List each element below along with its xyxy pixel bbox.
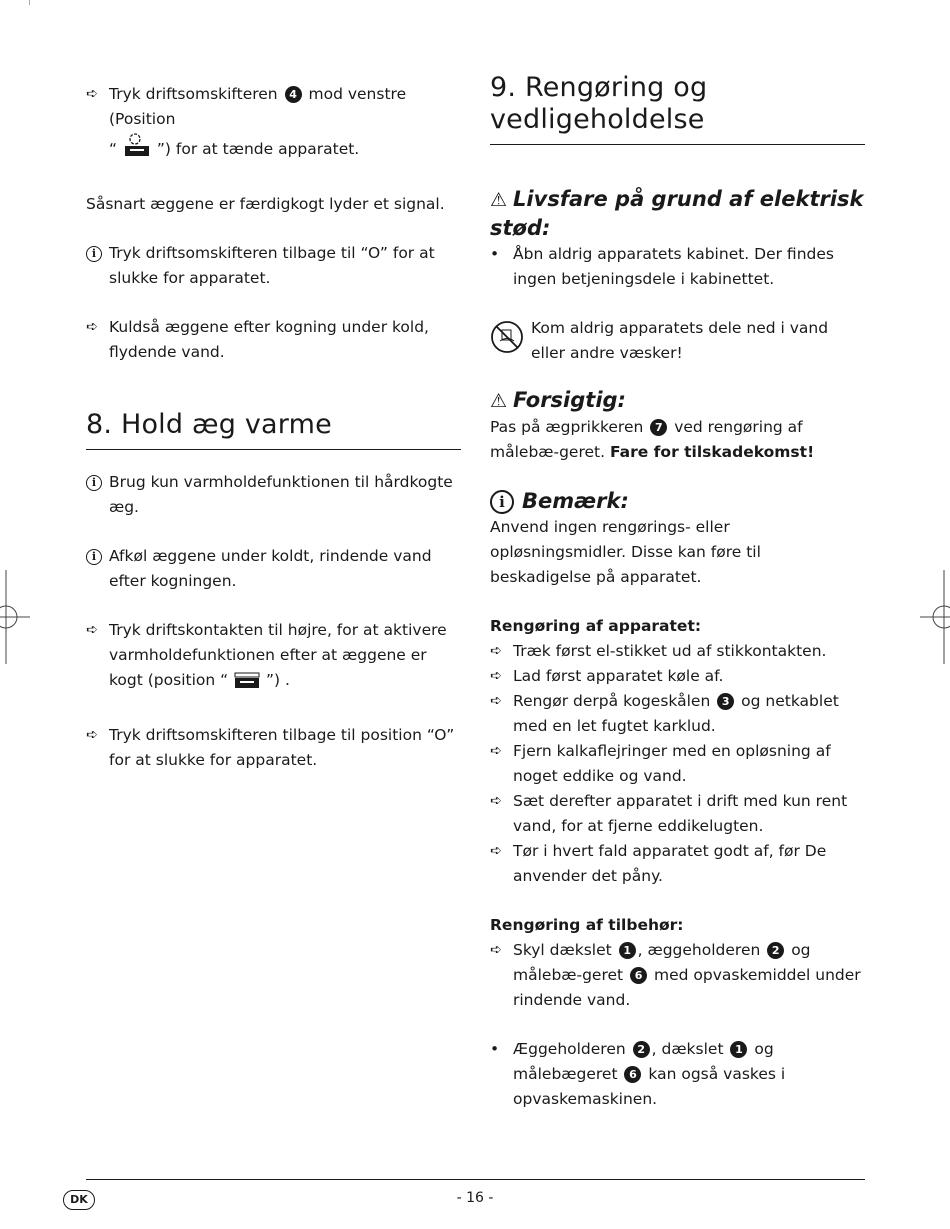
arrow-right-icon: ➪ (86, 86, 98, 102)
note-text: Anvend ingen rengørings- eller opløsningsmidler. Disse kan føre til beskadigelse på apparatet. (490, 518, 761, 586)
egg-cooker-keep-warm-icon (233, 671, 261, 699)
instruction-item: ➪ Fjern kalkaflejringer med en opløsning af noget eddike og vand. (490, 739, 865, 789)
cleaning-device-heading: Rengøring af apparatet: (490, 617, 702, 635)
no-water-warning: Kom aldrig apparatets dele ned i vand eller andre væsker! (490, 316, 865, 366)
egg-cooker-cooking-icon (122, 132, 152, 168)
info-icon: i (490, 490, 514, 514)
arrow-right-icon: ➪ (490, 843, 502, 859)
footer-rule (86, 1179, 865, 1180)
part-number-badge: 6 (624, 1066, 641, 1083)
arrow-right-icon: ➪ (490, 693, 502, 709)
bullet-dot: • (490, 1040, 500, 1058)
bullet-item: • Æggeholderen 2 , dækslet 1 og målebægeret 6 kan også vaskes i opvaskemaskinen. (490, 1037, 865, 1112)
part-number-badge: 2 (633, 1041, 650, 1058)
instruction-item: ➪ Tryk driftskontakten til højre, for at aktivere varmholdefunktionen efter at æggene er kogt (position “ ”) . (86, 618, 461, 699)
instruction-item: ➪ Lad først apparatet køle af. (490, 664, 865, 689)
instruction-item: ➪ Rengør derpå kogeskålen 3 og netkablet med en let fugtet karklud. (490, 689, 865, 739)
section-9-heading: 9. Rengøring og vedligeholdelse (490, 72, 865, 145)
arrow-right-icon: ➪ (86, 727, 98, 743)
signal-text: Såsnart æggene er færdigkogt lyder et signal. (86, 195, 445, 213)
note-heading: i Bemærk: (490, 487, 865, 515)
instruction-item: ➪ Sæt derefter apparatet i drift med kun rent vand, for at fjerne eddikelugten. (490, 789, 865, 839)
caution-text: Pas på ægprikkeren 7 ved rengøring af målebæ-geret. Fare for tilskadekomst! (490, 418, 815, 461)
part-number-badge: 3 (717, 693, 734, 710)
instruction-item: ➪ Tryk driftsomskifteren tilbage til position “O” for at slukke for apparatet. (86, 723, 461, 773)
instruction-item: ➪ Skyl dækslet 1 , æggeholderen 2 og målebæ-geret 6 med opvaskemiddel under rindende vand. (490, 938, 865, 1013)
crop-mark-top-left (0, 0, 30, 10)
registration-mark-right (918, 570, 950, 670)
section-8-heading: 8. Hold æg varme (86, 409, 461, 450)
left-column (86, 82, 461, 773)
page-number: - 16 - (456, 1190, 494, 1206)
danger-heading: ⚠ Livsfare på grund af elektrisk stød: (490, 187, 864, 240)
part-number-badge: 1 (730, 1041, 747, 1058)
registration-mark-left (0, 570, 32, 670)
note-item: i Afkøl æggene under koldt, rindende vand efter kogningen. (86, 544, 461, 594)
cleaning-accessories-heading: Rengøring af tilbehør: (490, 916, 684, 934)
instruction-item: ➪ Tryk driftsomskifteren 4 mod venstre (Position “ ”) for at tænde apparatet. (86, 82, 461, 168)
part-number-badge: 7 (650, 419, 667, 436)
part-number-badge: 6 (630, 967, 647, 984)
part-number-badge: 4 (285, 86, 302, 103)
arrow-right-icon: ➪ (490, 743, 502, 759)
info-icon: i (86, 549, 102, 565)
bullet-dot: • (490, 245, 500, 263)
part-number-badge: 1 (619, 942, 636, 959)
right-column (490, 72, 865, 1112)
instruction-item: ➪ Kuldså æggene efter kogning under kold, flydende vand. (86, 315, 461, 365)
arrow-right-icon: ➪ (490, 668, 502, 684)
arrow-right-icon: ➪ (86, 319, 98, 335)
arrow-right-icon: ➪ (490, 942, 502, 958)
arrow-right-icon: ➪ (490, 643, 502, 659)
caution-heading: ⚠ Forsigtig: (490, 386, 865, 415)
info-icon: i (86, 475, 102, 491)
note-item: i Tryk driftsomskifteren tilbage til “O” for at slukke for apparatet. (86, 241, 461, 291)
instruction-item: ➪ Tør i hvert fald apparatet godt af, før De anvender det påny. (490, 839, 865, 889)
arrow-right-icon: ➪ (86, 622, 98, 638)
instruction-item: ➪ Træk først el-stikket ud af stikkontakten. (490, 639, 865, 664)
arrow-right-icon: ➪ (490, 793, 502, 809)
part-number-badge: 2 (767, 942, 784, 959)
language-badge: DK (63, 1190, 95, 1210)
warning-triangle-icon: ⚠ (490, 390, 508, 412)
info-icon: i (86, 246, 102, 262)
warning-triangle-icon: ⚠ (490, 189, 508, 211)
bullet-item: • Åbn aldrig apparatets kabinet. Der findes ingen betjeningsdele i kabinettet. (490, 242, 865, 292)
no-immersion-icon (490, 320, 524, 354)
note-item: i Brug kun varmholdefunktionen til hårdkogte æg. (86, 470, 461, 520)
